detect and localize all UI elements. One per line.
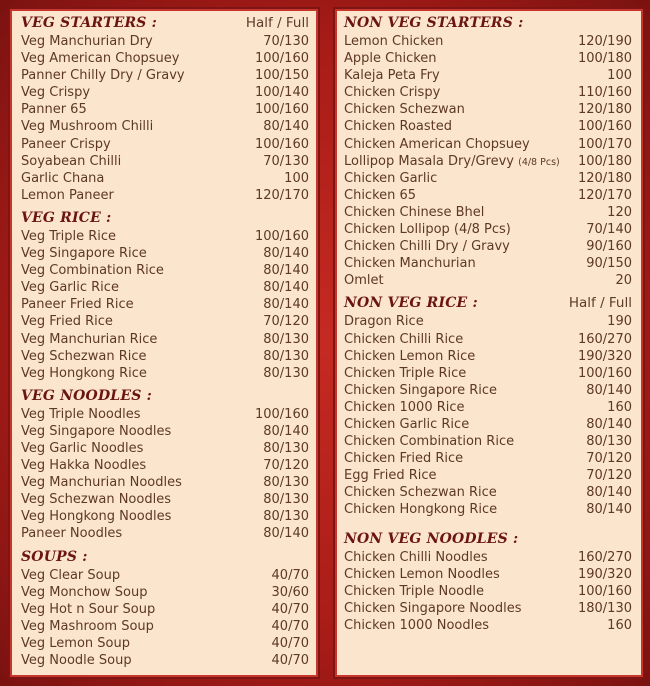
item-name-text: Veg Garlic Noodles [21, 440, 144, 456]
menu-item-price: 100/160 [254, 136, 309, 152]
item-name-text: Chicken Lemon Noodles [344, 566, 500, 582]
menu-item [21, 525, 309, 542]
item-name-text: Omlet [344, 273, 384, 289]
menu-item [21, 187, 309, 204]
item-name-text: Veg Manchurian Rice [21, 331, 158, 347]
item-name-text: Chicken Combination Rice [344, 434, 515, 450]
section-header [21, 549, 309, 567]
menu-item-price: 80/130 [263, 348, 309, 364]
menu-item [21, 136, 309, 153]
menu-item-name [21, 279, 119, 296]
section-header [21, 15, 309, 33]
menu-item [344, 583, 632, 600]
menu-item [344, 153, 632, 170]
menu-item-name [344, 600, 522, 617]
item-name-text: Veg Hongkong Rice [21, 365, 147, 381]
menu-item-name [344, 238, 510, 255]
menu-section [344, 531, 632, 634]
menu-item-price: 80/140 [263, 280, 309, 296]
menu-item-price: 80/130 [263, 365, 309, 381]
non-veg-menu-panel [333, 7, 645, 679]
menu-item-price: 100/180 [577, 153, 632, 169]
menu-item-name [344, 67, 440, 84]
item-name-text: Veg Hongkong Noodles [21, 509, 172, 525]
menu-item-name [21, 118, 153, 135]
menu-item [344, 450, 632, 467]
menu-item [344, 50, 632, 67]
menu-item [21, 296, 309, 313]
menu-item-name [344, 50, 437, 67]
menu-item [21, 508, 309, 525]
menu-item [21, 491, 309, 508]
menu-item [344, 136, 632, 153]
menu-item-price: 160 [607, 399, 632, 415]
menu-item-name [344, 549, 488, 566]
menu-item-price: 40/70 [271, 653, 309, 668]
item-name-text: Veg Mushroom Chilli [21, 119, 154, 135]
item-name-text: Chicken 1000 Rice [344, 399, 465, 415]
menu-item-price: 180/130 [577, 600, 632, 616]
menu-item-price: 100/160 [254, 406, 309, 422]
item-name-text: Chicken Chilli Rice [344, 331, 464, 347]
section-header [344, 15, 632, 33]
menu-item [344, 600, 632, 617]
menu-item-price: 90/160 [586, 239, 632, 255]
menu-item-price: 120/180 [577, 170, 632, 186]
menu-item [344, 118, 632, 135]
menu-item-name [344, 382, 497, 399]
item-name-text: Veg Mashroom Soup [21, 618, 154, 634]
menu-item-price: 100/170 [577, 136, 632, 152]
menu-item [21, 313, 309, 330]
section-title: SOUPS : [21, 548, 88, 565]
price-size-label: Half / Full [245, 15, 309, 31]
item-name-text: Chicken Lemon Rice [344, 348, 476, 364]
menu-item-name [344, 348, 475, 365]
menu-item-price: 100/160 [577, 583, 632, 599]
menu-item [344, 84, 632, 101]
menu-item-price: 100/160 [254, 102, 309, 118]
menu-item-price: 80/140 [263, 423, 309, 439]
menu-item [21, 118, 309, 135]
menu-item [21, 348, 309, 365]
menu-item [344, 416, 632, 433]
menu-item-price: 80/140 [586, 502, 632, 518]
menu-item-name [21, 313, 113, 330]
menu-item-price: 80/130 [263, 492, 309, 508]
menu-section [21, 210, 309, 382]
menu-section [344, 15, 632, 289]
item-name-text: Chicken 1000 Noodles [344, 617, 489, 633]
menu-item-name [21, 508, 171, 525]
menu-item-price: 70/130 [263, 153, 309, 169]
menu-item [344, 272, 632, 289]
item-name-text: Veg Lemon Soup [21, 635, 130, 651]
item-name-text: Egg Fried Rice [344, 468, 437, 484]
menu-item [21, 474, 309, 491]
item-name-text: Veg Hakka Noodles [21, 458, 147, 474]
item-name-text: Chicken Triple Noodle [344, 583, 484, 599]
menu-item-price: 100 [607, 68, 632, 84]
menu-item-price: 100/180 [577, 51, 632, 67]
section-header [344, 531, 632, 549]
menu-section [344, 295, 632, 518]
menu-item-name [344, 101, 465, 118]
menu-item-name [344, 433, 514, 450]
menu-item-price: 80/140 [263, 526, 309, 542]
menu-item-name [344, 467, 437, 484]
menu-item-name [21, 170, 104, 187]
menu-item [344, 467, 632, 484]
menu-item [21, 170, 309, 187]
menu-item-name [21, 457, 146, 474]
menu-item-name [21, 296, 134, 313]
menu-item-price: 120/190 [577, 34, 632, 49]
section-title: NON VEG RICE : [344, 295, 478, 312]
item-name-text: Chicken Triple Rice [344, 365, 467, 381]
item-name-text: Veg Noodle Soup [21, 653, 132, 668]
menu-item-price: 80/140 [263, 297, 309, 313]
item-name-text: Chicken Garlic Rice [344, 416, 470, 432]
menu-item-name [344, 187, 416, 204]
menu-item-name [21, 584, 147, 601]
menu-item [21, 618, 309, 635]
menu-item [344, 484, 632, 501]
menu-item-price: 190/320 [577, 348, 632, 364]
section-title: VEG NOODLES : [21, 387, 152, 404]
menu-item [344, 101, 632, 118]
menu-item [344, 348, 632, 365]
menu-item-name [21, 228, 116, 245]
menu-item-price: 100/140 [254, 85, 309, 101]
menu-item [344, 331, 632, 348]
menu-item [344, 204, 632, 221]
menu-item-name [21, 245, 147, 262]
menu-item [344, 170, 632, 187]
item-name-text: Soyabean Chilli [21, 153, 122, 169]
menu-item-price: 120/170 [577, 187, 632, 203]
item-name-text: Veg Crispy [21, 85, 91, 101]
menu-item-name [344, 583, 484, 600]
section-title: VEG STARTERS : [21, 15, 158, 31]
menu-item-name [21, 67, 185, 84]
menu-section [21, 15, 309, 204]
menu-item [21, 331, 309, 348]
menu-item [21, 440, 309, 457]
menu-item-name [344, 450, 463, 467]
item-name-text: Veg Triple Noodles [21, 406, 141, 422]
menu-item-price: 120 [607, 204, 632, 220]
item-name-text: Chicken Garlic [344, 170, 438, 186]
item-name-text: Dragon Rice [344, 314, 424, 330]
menu-item-price: 190/320 [577, 566, 632, 582]
menu-item-price: 80/140 [586, 416, 632, 432]
menu-section [21, 388, 309, 543]
menu-item-name [344, 365, 466, 382]
item-name-text: Veg Manchurian Dry [21, 34, 153, 49]
menu-item-name [21, 262, 164, 279]
menu-item-name [344, 255, 476, 272]
menu-item-price: 40/70 [271, 618, 309, 634]
menu-item-price: 80/140 [263, 263, 309, 279]
menu-item-name [21, 84, 90, 101]
menu-item-name [344, 272, 384, 289]
item-name-text: Paneer Fried Rice [21, 297, 134, 313]
menu-item-name [21, 525, 122, 542]
menu-item-name [21, 491, 171, 508]
menu-item-name [344, 33, 443, 50]
item-name-text: Chicken Singapore Rice [344, 382, 498, 398]
menu-item [344, 67, 632, 84]
menu-item-name [21, 406, 141, 423]
menu-item [21, 423, 309, 440]
menu-item-price: 80/130 [263, 331, 309, 347]
item-name-text: Chicken Fried Rice [344, 451, 464, 467]
menu-item [21, 50, 309, 67]
item-name-text: Veg Triple Rice [21, 228, 117, 244]
item-name-text: Veg Hot n Sour Soup [21, 601, 156, 617]
menu-item-price: 80/140 [586, 485, 632, 501]
menu-item [21, 101, 309, 118]
menu-item-name [21, 101, 87, 118]
menu-item [21, 245, 309, 262]
menu-item-name [344, 136, 530, 153]
menu-item-price: 100/160 [577, 119, 632, 135]
menu-item-price: 110/160 [577, 85, 632, 101]
section-header [344, 295, 632, 313]
menu-item-price: 70/120 [586, 468, 632, 484]
menu-item-name [344, 416, 469, 433]
menu-item [344, 399, 632, 416]
menu-item-price: 100/160 [577, 365, 632, 381]
menu-item [344, 255, 632, 272]
menu-item [21, 84, 309, 101]
menu-item-price: 100/160 [254, 51, 309, 67]
menu-item-name [21, 618, 154, 635]
menu-item-name [21, 50, 180, 67]
price-size-label: Half / Full [568, 295, 632, 312]
item-name-text: Chicken Crispy [344, 85, 441, 101]
item-name-text: Chicken Manchurian [344, 256, 476, 272]
menu-item-price: 80/130 [263, 440, 309, 456]
item-name-text: Panner 65 [21, 102, 87, 118]
menu-item-price: 20 [615, 273, 632, 289]
menu-item-name [21, 331, 157, 348]
menu-item-name [344, 170, 437, 187]
menu-item-price: 30/60 [271, 584, 309, 600]
menu-item [344, 238, 632, 255]
section-header [21, 210, 309, 228]
menu-item-price: 40/70 [271, 635, 309, 651]
menu-item-name [21, 601, 155, 618]
menu-item-name [21, 365, 147, 382]
item-quantity-note: (4/8 Pcs) [518, 156, 560, 168]
item-name-text: Veg American Chopsuey [21, 51, 180, 67]
menu-item-name [21, 474, 182, 491]
menu-item [21, 652, 309, 669]
item-name-text: Lollipop Masala Dry/Grevy [344, 153, 519, 169]
menu-item-name [344, 501, 497, 518]
menu-item-name [21, 33, 153, 50]
menu-item-price: 120/180 [577, 102, 632, 118]
menu-item-name [21, 136, 111, 153]
menu-item [344, 501, 632, 518]
menu-item [344, 221, 632, 238]
menu-item-price: 70/120 [263, 458, 309, 474]
menu-item-price: 40/70 [271, 567, 309, 583]
menu-item-price: 70/120 [263, 314, 309, 330]
menu-item-price: 160/270 [577, 549, 632, 565]
menu-item [21, 33, 309, 50]
menu-item [21, 262, 309, 279]
menu-item-price: 190 [607, 314, 632, 330]
item-name-text: Garlic Chana [21, 170, 105, 186]
item-name-text: Chicken Chilli Dry / Gravy [344, 239, 510, 255]
menu-item-price: 80/130 [263, 509, 309, 525]
menu-item-price: 160 [607, 617, 632, 633]
menu-item-price: 100 [284, 170, 309, 186]
menu-item [21, 567, 309, 584]
menu-item-name [21, 440, 143, 457]
menu-item-price: 80/130 [263, 475, 309, 491]
item-name-text: Paneer Crispy [21, 136, 111, 152]
menu-item-name [21, 187, 114, 204]
section-header [21, 388, 309, 406]
menu-item [344, 33, 632, 50]
menu-item [344, 382, 632, 399]
menu-item [21, 601, 309, 618]
menu-item-name [344, 617, 489, 634]
item-name-text: Panner Chilly Dry / Gravy [21, 68, 185, 84]
menu-item-price: 90/150 [586, 256, 632, 272]
menu-item-price: 70/140 [586, 222, 632, 238]
item-name-text: Veg Singapore Noodles [21, 423, 172, 439]
menu-item-name [21, 423, 171, 440]
menu-item-price: 160/270 [577, 331, 632, 347]
menu-item-price: 70/120 [586, 451, 632, 467]
item-name-text: Chicken Roasted [344, 119, 452, 135]
menu-item-name [344, 118, 452, 135]
item-name-text: Veg Schezwan Noodles [21, 492, 171, 508]
menu-item-name [344, 566, 500, 583]
item-name-text: Lemon Chicken [344, 34, 444, 49]
item-name-text: Chicken Lollipop (4/8 Pcs) [344, 222, 511, 238]
menu-item [21, 406, 309, 423]
menu-item-price: 100/150 [254, 68, 309, 84]
item-name-text: Chicken Chilli Noodles [344, 549, 488, 565]
menu-item [21, 67, 309, 84]
menu-item [344, 617, 632, 634]
section-title: NON VEG NOODLES : [344, 530, 519, 547]
item-name-text: Chicken 65 [344, 187, 417, 203]
menu-item [21, 228, 309, 245]
menu-item-name [344, 204, 484, 221]
item-name-text: Veg Fried Rice [21, 314, 113, 330]
item-name-text: Veg Combination Rice [21, 263, 164, 279]
item-name-text: Lemon Paneer [21, 187, 114, 203]
menu-item-name [344, 153, 560, 171]
menu-item-price: 120/170 [254, 187, 309, 203]
menu-item [21, 365, 309, 382]
menu-item-price: 80/130 [586, 434, 632, 450]
menu-item-price: 80/140 [263, 119, 309, 135]
menu-item-name [21, 635, 130, 652]
menu-item [21, 584, 309, 601]
item-name-text: Veg Manchurian Noodles [21, 475, 182, 491]
menu-item-name [21, 652, 132, 669]
item-name-text: Chicken Schezwan [344, 102, 465, 118]
veg-menu-panel [8, 7, 320, 679]
menu-item-name [344, 84, 440, 101]
menu-item-name [21, 348, 147, 365]
menu-item [344, 566, 632, 583]
section-title: NON VEG STARTERS : [344, 15, 524, 31]
item-name-text: Veg Garlic Rice [21, 280, 119, 296]
menu-item [344, 365, 632, 382]
menu-item [344, 549, 632, 566]
item-name-text: Paneer Noodles [21, 526, 123, 542]
item-name-text: Kaleja Peta Fry [344, 68, 440, 84]
menu-item [21, 635, 309, 652]
menu-item [21, 457, 309, 474]
menu-item-name [344, 484, 497, 501]
menu-section [21, 549, 309, 670]
item-name-text: Veg Singapore Rice [21, 246, 147, 262]
menu-item-price: 40/70 [271, 601, 309, 617]
menu-item [344, 313, 632, 330]
item-name-text: Chicken Singapore Noodles [344, 600, 522, 616]
item-name-text: Chicken American Chopsuey [344, 136, 530, 152]
item-name-text: Chicken Chinese Bhel [344, 204, 485, 220]
menu-item-name [21, 153, 121, 170]
menu-item-name [344, 221, 511, 238]
item-name-text: Veg Schezwan Rice [21, 348, 147, 364]
menu-item-name [344, 331, 463, 348]
menu-item-price: 70/130 [263, 34, 309, 49]
item-name-text: Veg Monchow Soup [21, 584, 148, 600]
menu-item-price: 80/140 [586, 382, 632, 398]
section-title: VEG RICE : [21, 209, 112, 226]
item-name-text: Veg Clear Soup [21, 567, 121, 583]
menu-item [21, 153, 309, 170]
menu-item-name [344, 399, 465, 416]
menu-item [21, 279, 309, 296]
menu-item [344, 433, 632, 450]
menu-item-name [344, 313, 424, 330]
item-name-text: Chicken Hongkong Rice [344, 502, 498, 518]
menu-item-name [21, 567, 120, 584]
item-name-text: Apple Chicken [344, 51, 437, 67]
item-name-text: Chicken Schezwan Rice [344, 485, 497, 501]
menu-item-price: 100/160 [254, 228, 309, 244]
menu-item-price: 80/140 [263, 246, 309, 262]
menu-item [344, 187, 632, 204]
